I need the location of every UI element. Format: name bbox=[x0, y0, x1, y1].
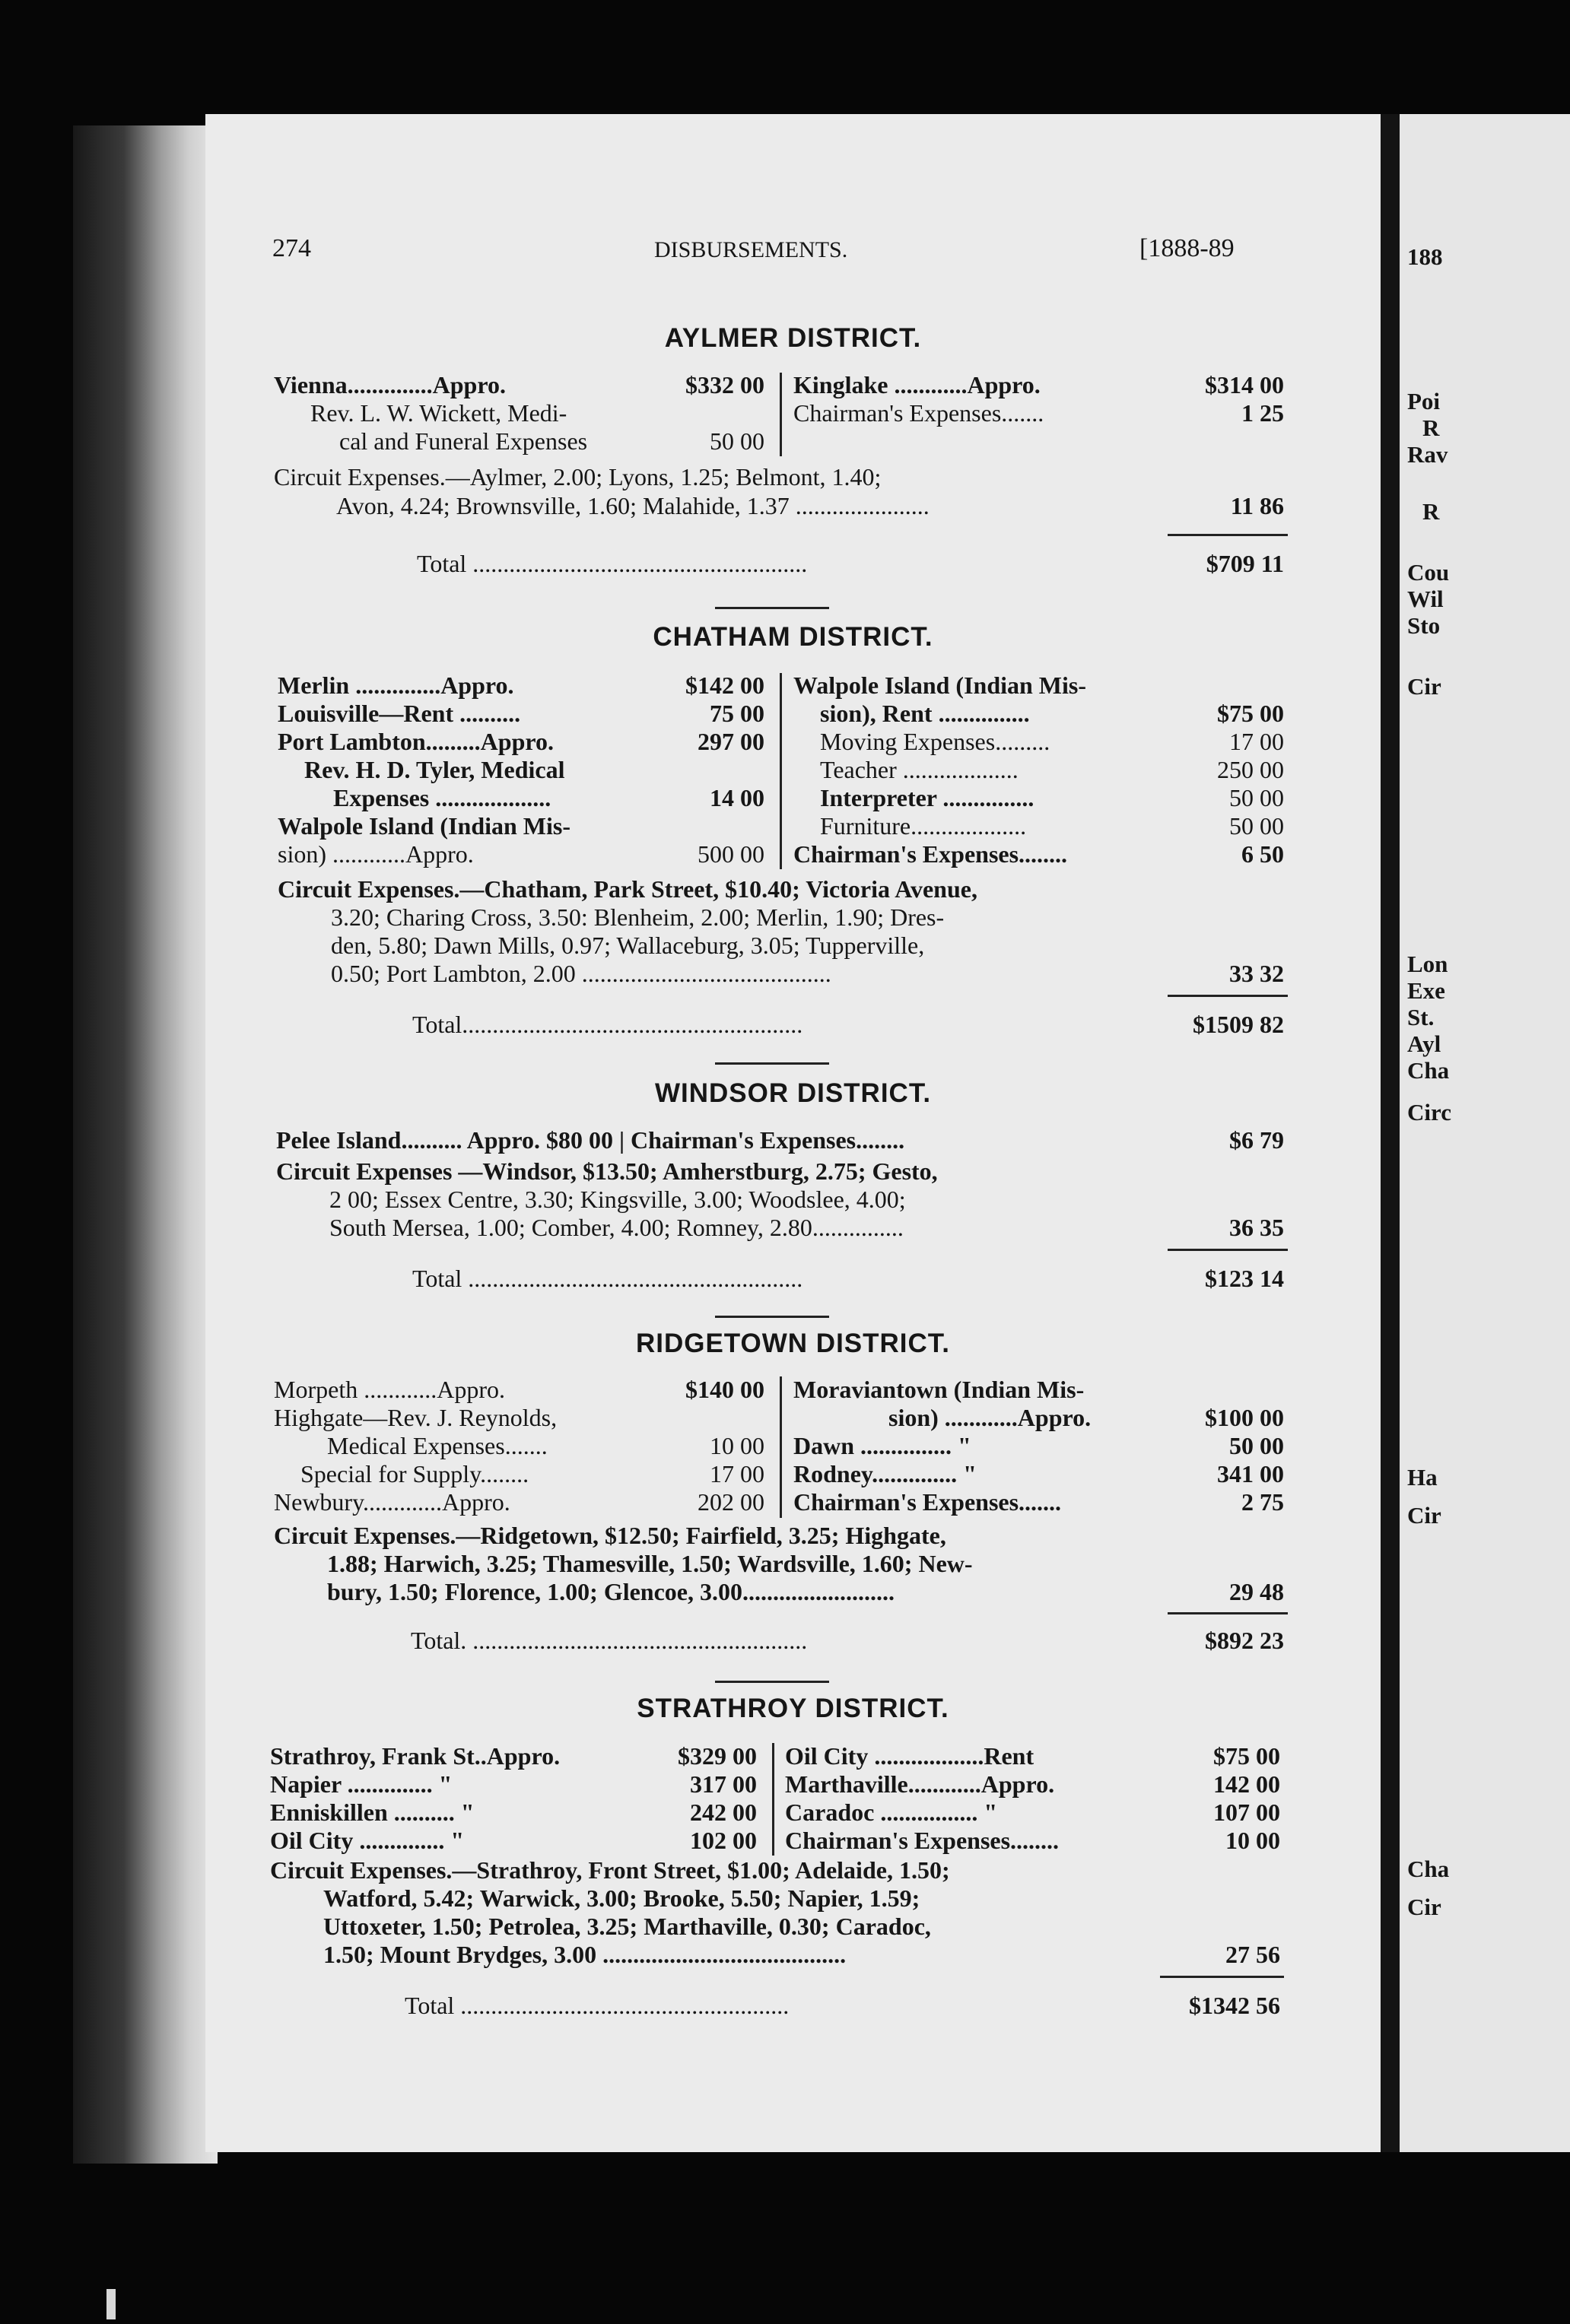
facing-fragment: Cha bbox=[1407, 1057, 1450, 1084]
entry-label: Morpeth ............Appro. bbox=[274, 1376, 505, 1403]
entry-label: Marthaville............Appro. bbox=[785, 1770, 1055, 1798]
entry-label: sion), Rent ............... bbox=[820, 700, 1030, 727]
circuit-expenses: 3.20; Charing Cross, 3.50: Blenheim, 2.00; Merlin, 1.90; Dres- bbox=[331, 903, 945, 931]
entry-amount: 17 00 bbox=[1229, 728, 1284, 755]
total-amount: $1509 82 bbox=[1193, 1011, 1284, 1038]
entry-amount: 1 25 bbox=[1241, 399, 1284, 427]
total-amount: $1342 56 bbox=[1189, 1992, 1280, 2019]
circuit-expenses: bury, 1.50; Florence, 1.00; Glencoe, 3.00......................... bbox=[327, 1578, 895, 1605]
entry-label: Pelee Island.......... Appro. $80 00 | Chairman's Expenses........ bbox=[276, 1126, 905, 1154]
entry-label: Oil City .............. " bbox=[270, 1827, 465, 1854]
circuit-expenses: Circuit Expenses.—Ridgetown, $12.50; Fairfield, 3.25; Highgate, bbox=[274, 1522, 946, 1549]
entry-amount: $314 00 bbox=[1205, 371, 1284, 398]
entry-label: Rev. L. W. Wickett, Medi- bbox=[310, 399, 567, 427]
sum-rule bbox=[1168, 1612, 1288, 1614]
total-label: Total........................................................ bbox=[412, 1011, 803, 1038]
facing-page-year: 188 bbox=[1407, 243, 1443, 270]
column-divider bbox=[780, 1376, 782, 1518]
scan-artifact bbox=[106, 2289, 116, 2319]
entry-label: Napier .............. " bbox=[270, 1770, 453, 1798]
entry-label: Medical Expenses....... bbox=[327, 1432, 548, 1459]
entry-label: Vienna..............Appro. bbox=[274, 371, 506, 398]
facing-fragment: Cha bbox=[1407, 1856, 1450, 1882]
facing-fragment: St. bbox=[1407, 1004, 1435, 1030]
entry-label: Moraviantown (Indian Mis- bbox=[793, 1376, 1085, 1403]
entry-amount: 50 00 bbox=[1229, 784, 1284, 811]
entry-label: Caradoc ................ " bbox=[785, 1799, 998, 1826]
circuit-expenses: South Mersea, 1.00; Comber, 4.00; Romney, 2.80............... bbox=[329, 1214, 904, 1241]
entry-label: Special for Supply........ bbox=[300, 1460, 529, 1487]
entry-label: Moving Expenses......... bbox=[820, 728, 1050, 755]
entry-amount: 250 00 bbox=[1217, 756, 1284, 783]
column-divider bbox=[780, 373, 782, 456]
entry-amount: 36 35 bbox=[1229, 1214, 1284, 1241]
entry-amount: 341 00 bbox=[1217, 1460, 1284, 1487]
section-divider bbox=[715, 1062, 829, 1065]
entry-amount: 29 48 bbox=[1229, 1578, 1284, 1605]
circuit-expenses: 1.50; Mount Brydges, 3.00 ........................................ bbox=[323, 1941, 847, 1968]
district-heading: STRATHROY DISTRICT. bbox=[637, 1694, 949, 1723]
facing-fragment: Lon bbox=[1407, 951, 1448, 977]
circuit-expenses: Circuit Expenses.—Strathroy, Front Street, $1.00; Adelaide, 1.50; bbox=[270, 1856, 950, 1884]
entry-label: Chairman's Expenses........ bbox=[785, 1827, 1060, 1854]
circuit-expenses: den, 5.80; Dawn Mills, 0.97; Wallaceburg, 3.05; Tupperville, bbox=[331, 932, 925, 959]
document-page bbox=[205, 114, 1381, 2152]
district-heading: CHATHAM DISTRICT. bbox=[653, 622, 933, 652]
page-number: 274 bbox=[272, 234, 311, 262]
district-heading: WINDSOR DISTRICT. bbox=[654, 1078, 932, 1108]
entry-amount: 50 00 bbox=[1229, 812, 1284, 840]
entry-amount: 202 00 bbox=[698, 1488, 764, 1516]
entry-amount: $142 00 bbox=[685, 671, 764, 699]
circuit-expenses: Watford, 5.42; Warwick, 3.00; Brooke, 5.50; Napier, 1.59; bbox=[323, 1884, 920, 1912]
facing-fragment: Wil bbox=[1407, 586, 1444, 612]
book-edge bbox=[73, 125, 218, 2164]
facing-fragment: Ayl bbox=[1407, 1030, 1441, 1057]
sum-rule bbox=[1168, 995, 1288, 997]
entry-label: Interpreter ............... bbox=[820, 784, 1034, 811]
entry-amount: 6 50 bbox=[1241, 840, 1284, 868]
entry-amount: 75 00 bbox=[710, 700, 764, 727]
entry-amount: 102 00 bbox=[690, 1827, 757, 1854]
entry-amount: 297 00 bbox=[698, 728, 764, 755]
entry-label: cal and Funeral Expenses bbox=[339, 427, 588, 455]
entry-amount: 242 00 bbox=[690, 1799, 757, 1826]
facing-fragment: Cir bbox=[1407, 1502, 1441, 1529]
entry-amount: 11 86 bbox=[1230, 492, 1284, 519]
facing-fragment: Exe bbox=[1407, 977, 1445, 1004]
entry-label: Strathroy, Frank St..Appro. bbox=[270, 1742, 561, 1770]
entry-amount: 33 32 bbox=[1229, 960, 1284, 987]
facing-fragment: R bbox=[1422, 498, 1440, 525]
facing-fragment: Cir bbox=[1407, 673, 1441, 700]
entry-label: Walpole Island (Indian Mis- bbox=[278, 812, 570, 840]
entry-label: Enniskillen .......... " bbox=[270, 1799, 475, 1826]
entry-label: Louisville—Rent .......... bbox=[278, 700, 521, 727]
entry-label: Port Lambton.........Appro. bbox=[278, 728, 554, 755]
section-divider bbox=[715, 1316, 829, 1318]
sum-rule bbox=[1160, 1976, 1284, 1978]
entry-amount: $75 00 bbox=[1213, 1742, 1280, 1770]
entry-label: sion) ............Appro. bbox=[278, 840, 474, 868]
district-heading: RIDGETOWN DISTRICT. bbox=[635, 1329, 951, 1358]
page-title: DISBURSEMENTS. bbox=[654, 237, 848, 262]
entry-label: Rodney.............. " bbox=[793, 1460, 977, 1487]
entry-amount: $6 79 bbox=[1229, 1126, 1284, 1154]
entry-amount: 14 00 bbox=[710, 784, 764, 811]
entry-label: Expenses ................... bbox=[333, 784, 551, 811]
entry-amount: 107 00 bbox=[1213, 1799, 1280, 1826]
circuit-expenses: 1.88; Harwich, 3.25; Thamesville, 1.50; Wardsville, 1.60; New- bbox=[327, 1550, 973, 1577]
entry-label: Teacher ................... bbox=[820, 756, 1019, 783]
circuit-expenses: Uttoxeter, 1.50; Petrolea, 3.25; Marthaville, 0.30; Caradoc, bbox=[323, 1913, 931, 1940]
facing-fragment: Ha bbox=[1407, 1464, 1438, 1491]
section-divider bbox=[715, 1681, 829, 1683]
total-label: Total ...................................................... bbox=[405, 1992, 790, 2019]
total-label: Total ....................................................... bbox=[412, 1265, 803, 1292]
entry-label: Merlin ..............Appro. bbox=[278, 671, 514, 699]
entry-amount: 27 56 bbox=[1225, 1941, 1280, 1968]
entry-amount: $332 00 bbox=[685, 371, 764, 398]
entry-label: Newbury.............Appro. bbox=[274, 1488, 510, 1516]
circuit-expenses: 0.50; Port Lambton, 2.00 ......................................... bbox=[331, 960, 831, 987]
facing-fragment: Cou bbox=[1407, 559, 1450, 586]
circuit-expenses: Circuit Expenses —Windsor, $13.50; Amherstburg, 2.75; Gesto, bbox=[276, 1157, 938, 1185]
column-divider bbox=[780, 673, 782, 869]
total-label: Total. ....................................................... bbox=[411, 1627, 808, 1654]
facing-fragment: R bbox=[1422, 414, 1440, 441]
entry-label: Rev. H. D. Tyler, Medical bbox=[304, 756, 565, 783]
entry-amount: 10 00 bbox=[710, 1432, 764, 1459]
facing-fragment: Circ bbox=[1407, 1099, 1451, 1125]
entry-amount: 317 00 bbox=[690, 1770, 757, 1798]
sum-rule bbox=[1168, 1249, 1288, 1251]
entry-label: Chairman's Expenses....... bbox=[793, 1488, 1062, 1516]
entry-amount: 2 75 bbox=[1241, 1488, 1284, 1516]
entry-amount: $75 00 bbox=[1217, 700, 1284, 727]
total-amount: $123 14 bbox=[1205, 1265, 1284, 1292]
page-years: [1888-89 bbox=[1139, 234, 1235, 262]
circuit-expenses: 2 00; Essex Centre, 3.30; Kingsville, 3.00; Woodslee, 4.00; bbox=[329, 1186, 906, 1213]
facing-fragment: Rav bbox=[1407, 441, 1448, 468]
entry-label: Dawn ............... " bbox=[793, 1432, 971, 1459]
facing-page bbox=[1400, 114, 1570, 2152]
entry-amount: $329 00 bbox=[678, 1742, 757, 1770]
entry-amount: 17 00 bbox=[710, 1460, 764, 1487]
entry-amount: 50 00 bbox=[710, 427, 764, 455]
facing-fragment: Sto bbox=[1407, 612, 1441, 639]
total-amount: $892 23 bbox=[1205, 1627, 1284, 1654]
entry-amount: 500 00 bbox=[698, 840, 764, 868]
facing-fragment: Poi bbox=[1407, 388, 1441, 414]
sum-rule bbox=[1168, 534, 1288, 536]
circuit-expenses: Avon, 4.24; Brownsville, 1.60; Malahide, 1.37 ...................... bbox=[336, 492, 930, 519]
total-amount: $709 11 bbox=[1206, 550, 1284, 577]
entry-amount: 50 00 bbox=[1229, 1432, 1284, 1459]
entry-label: Furniture................... bbox=[820, 812, 1027, 840]
entry-amount: $100 00 bbox=[1205, 1404, 1284, 1431]
column-divider bbox=[772, 1743, 774, 1856]
entry-label: Chairman's Expenses........ bbox=[793, 840, 1068, 868]
entry-amount: 142 00 bbox=[1213, 1770, 1280, 1798]
entry-label: Kinglake ............Appro. bbox=[793, 371, 1041, 398]
entry-label: Chairman's Expenses....... bbox=[793, 399, 1044, 427]
district-heading: AYLMER DISTRICT. bbox=[664, 323, 922, 353]
entry-label: Highgate—Rev. J. Reynolds, bbox=[274, 1404, 558, 1431]
entry-amount: $140 00 bbox=[685, 1376, 764, 1403]
entry-amount: 10 00 bbox=[1225, 1827, 1280, 1854]
circuit-expenses: Circuit Expenses.—Aylmer, 2.00; Lyons, 1.25; Belmont, 1.40; bbox=[274, 463, 882, 491]
facing-fragment: Cir bbox=[1407, 1894, 1441, 1920]
total-label: Total ....................................................... bbox=[417, 550, 808, 577]
entry-label: sion) ............Appro. bbox=[888, 1404, 1092, 1431]
section-divider bbox=[715, 607, 829, 609]
entry-label: Walpole Island (Indian Mis- bbox=[793, 671, 1086, 699]
entry-label: Oil City ..................Rent bbox=[785, 1742, 1034, 1770]
circuit-expenses: Circuit Expenses.—Chatham, Park Street, $10.40; Victoria Avenue, bbox=[278, 875, 977, 903]
